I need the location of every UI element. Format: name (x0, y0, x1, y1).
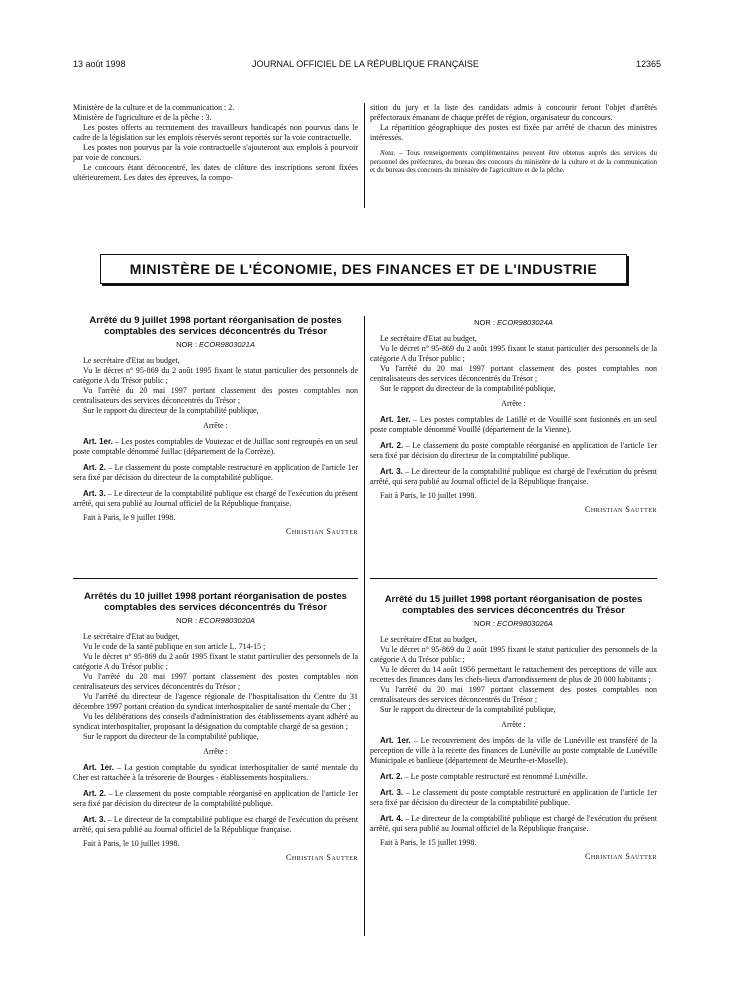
paragraph: sition du jury et la liste des candidats admis à concourir feront l'objet d'arrêtés préfectoraux émanant de chaque préfet de région, organisateur du concours. (370, 103, 657, 122)
paragraph: Vu l'arrêté du directeur de l'agence régionale de l'hospitalisation du Centre du 31 décembre 1997 portant création du syndicat interhospitalier de santé mentale du Cher ; (73, 692, 358, 711)
nor-label: NOR : (474, 318, 498, 327)
paragraph: Vu le code de la santé publique en son article L. 714-15 ; (83, 642, 266, 651)
paragraph: Sur le rapport du directeur de la comptabilité publique, (380, 705, 556, 714)
arretes-10-juillet (73, 591, 358, 863)
paragraph: Ministère de la culture et de la communication : 2. (73, 103, 235, 112)
paragraph: Le secrétaire d'Etat au budget, (83, 632, 180, 641)
continued-text-right (370, 103, 657, 175)
signature: Christian Sautter (585, 852, 657, 861)
paragraph: Le concours étant déconcentré, les dates de clôture des inscriptions seront fixées ultérieurement. Les dates des épreuves, la compo- (73, 163, 358, 182)
nor-label: NOR : (176, 340, 200, 349)
paragraph: Vu l'arrêté du 20 mai 1997 portant classement des postes comptables non centralisateurs des services déconcentrés du Trésor ; (370, 364, 657, 383)
arrete-title: Arrêté du 15 juillet 1998 portant réorganisation de postes comptables des services déconcentrés du Trésor (384, 594, 643, 616)
arrete-label: Arrête : (501, 399, 526, 408)
article: Art. 1er. – Les postes comptables de Latillé et de Vouillé sont fusionnés en un seul poste comptable dénommé Vouillé (département de la Vienne). (370, 415, 658, 434)
nor-reference (73, 616, 358, 626)
column-divider (364, 103, 365, 208)
paragraph: Ministère de l'agriculture et de la pêche : 3. (73, 113, 212, 122)
section-rule (73, 578, 358, 579)
arrete-label: Arrête : (203, 747, 228, 756)
paragraph: Vu le décret n° 95-869 du 2 août 1995 fixant le statut particulier des personnels de la catégorie A du Trésor public ; (370, 344, 657, 363)
nota-label: Nota. (380, 149, 396, 157)
nor-code: ECOR9803020A (199, 616, 255, 625)
article: Art. 2. – Le classement du poste comptable restructuré en application de l'article 1er sera fixé par décision du directeur de la comptabilité publique. (73, 463, 359, 482)
signature: Christian Sautter (286, 853, 358, 862)
arrete-label: Arrête : (203, 421, 228, 430)
nota-paragraph (370, 149, 657, 175)
paragraph: Le secrétaire d'Etat au budget, (380, 635, 477, 644)
nor-reference (370, 619, 657, 629)
article: Art. 4. – Le directeur de la comptabilité publique est chargé de l'exécution du présent arrêté, qui sera publié au Journal officiel de la République française. (370, 814, 658, 833)
nor-reference (370, 318, 657, 328)
header-date: 13 août 1998 (73, 59, 126, 69)
nor-code: ECOR9803026A (497, 619, 553, 628)
nor-label: NOR : (176, 616, 200, 625)
continued-text-left (73, 103, 358, 183)
arrete-9-juillet (73, 315, 358, 537)
paragraph: Vu l'arrêté du 20 mai 1997 portant classement des postes comptables non centralisateurs des services déconcentrés du Trésor ; (73, 672, 358, 691)
signature: Christian Sautter (585, 505, 657, 514)
page-number: 12365 (635, 59, 661, 69)
article: Art. 3. – Le classement du poste comptable restructuré en application de l'article 1er sera fixé par décision du directeur de la comptabilité publique. (370, 788, 658, 807)
arrete-ecor9803024a (370, 318, 657, 515)
article: Art. 2. – Le poste comptable restructuré est renommé Lunéville. (380, 772, 588, 781)
nota-text: – Tous renseignements complémentaires peuvent être obtenus auprès des services du personnel des préfectures, du bureau des concours du ministère de la culture et de la communication et du bureau des concours du ministère de l'agriculture et de la pêche. (370, 149, 657, 175)
article: Art. 2. – Le classement du poste comptable réorganisé en application de l'article 1er sera fixé par décision du directeur de la comptabilité publique. (73, 789, 359, 808)
paragraph: Les postes non pourvus par la voie contractuelle s'ajouteront aux emplois à pourvoir par voie de concours. (73, 143, 358, 162)
arrete-15-juillet (370, 594, 657, 862)
paragraph: Vu le décret du 14 août 1956 permettant le rattachement des perceptions de ville aux recettes des finances dans les chefs-lieux d'arrondissement de plus de 20 000 habitants ; (370, 665, 657, 684)
nor-reference (73, 340, 358, 350)
paragraph: Vu l'arrêté du 20 mai 1997 portant classement des postes comptables non centralisateurs des services déconcentrés du Trésor ; (370, 685, 657, 704)
arrete-label: Arrête : (501, 720, 526, 729)
article: Art. 1er. – La gestion comptable du syndicat interhospitalier de santé mentale du Cher est rattachée à la trésorerie de Bourges - établissements hospitaliers. (73, 763, 359, 782)
article: Art. 3. – Le directeur de la comptabilité publique est chargé de l'exécution du présent arrêté, qui sera publié au Journal officiel de la République française. (370, 467, 658, 486)
nor-code: ECOR9803021A (199, 340, 255, 349)
paragraph: Sur le rapport du directeur de la comptabilité publique, (83, 732, 259, 741)
paragraph: Vu l'arrêté du 20 mai 1997 portant classement des postes comptables non centralisateurs des services déconcentrés du Trésor ; (73, 386, 358, 405)
paragraph: Sur le rapport du directeur de la comptabilité publique, (380, 384, 556, 393)
signature-date: Fait à Paris, le 9 juillet 1998. (83, 513, 176, 522)
article: Art. 3. – Le directeur de la comptabilité publique est chargé de l'exécution du présent arrêté, qui sera publié au Journal officiel de la République française. (73, 815, 359, 834)
article: Art. 2. – Le classement du poste comptable réorganisé en application de l'article 1er sera fixé par décision du directeur de la comptabilité publique. (370, 441, 657, 460)
article: Art. 1er. – Le recouvrement des impôts de la ville de Lunéville est transféré de la perception de ville à la recette des finances de Lunéville au poste comptable de Lunéville Municipale et banlieue (département de Meurthe-et-Moselle). (370, 736, 657, 765)
article: Art. 3. – Le directeur de la comptabilité publique est chargé de l'exécution du présent arrêté, qui sera publié au Journal officiel de la République française. (73, 489, 359, 508)
signature: Christian Sautter (286, 527, 358, 536)
paragraph: Le secrétaire d'Etat au budget, (83, 356, 180, 365)
paragraph: Vu le décret n° 95-869 du 2 août 1995 fixant le statut particulier des personnels de la catégorie A du Trésor public ; (73, 652, 358, 671)
arrete-title: Arrêtés du 10 juillet 1998 portant réorganisation de postes comptables des services déconcentrés du Trésor (84, 591, 347, 613)
header-title: JOURNAL OFFICIEL DE LA RÉPUBLIQUE FRANÇAISE (252, 59, 479, 69)
column-divider (364, 316, 365, 936)
ministry-heading: MINISTÈRE DE L'ÉCONOMIE, DES FINANCES ET DE L'INDUSTRIE (100, 254, 627, 284)
paragraph: Sur le rapport du directeur de la comptabilité publique, (83, 406, 259, 415)
signature-date: Fait à Paris, le 10 juillet 1998. (83, 839, 180, 848)
nor-code: ECOR9803024A (497, 318, 553, 327)
paragraph: Le secrétaire d'Etat au budget, (380, 334, 477, 343)
signature-date: Fait à Paris, le 15 juillet 1998. (380, 838, 477, 847)
article: Art. 1er. – Les postes comptables de Voutezac et de Juillac sont regroupés en un seul poste comptable dénommé Juillac (département de la Corrèze). (73, 437, 358, 456)
signature-date: Fait à Paris, le 10 juillet 1998. (380, 491, 477, 500)
paragraph: Les postes offerts au recrutement des travailleurs handicapés non pourvus dans le cadre de la législation sur les emplois réservés seront reportés sur la voie contractuelle. (73, 123, 358, 142)
nor-label: NOR : (474, 619, 498, 628)
paragraph: Vu le décret n° 95-869 du 2 août 1995 fixant le statut particulier des personnels de catégorie A du Trésor public ; (73, 366, 358, 385)
paragraph: Vu les délibérations des conseils d'administration des établissements ayant adhéré au syndicat interhospitalier, proposant la désignation du comptable chargé de sa gestion ; (73, 712, 358, 731)
section-rule (370, 578, 657, 579)
paragraph: Vu le décret n° 95-869 du 2 août 1995 fixant le statut particulier des personnels de la catégorie A du Trésor public ; (370, 645, 657, 664)
paragraph: La répartition géographique des postes est fixée par arrêté de chacun des ministres intéressés. (370, 123, 657, 142)
arrete-title: Arrêté du 9 juillet 1998 portant réorganisation de postes comptables des services déconcentrés du Trésor (89, 315, 342, 337)
